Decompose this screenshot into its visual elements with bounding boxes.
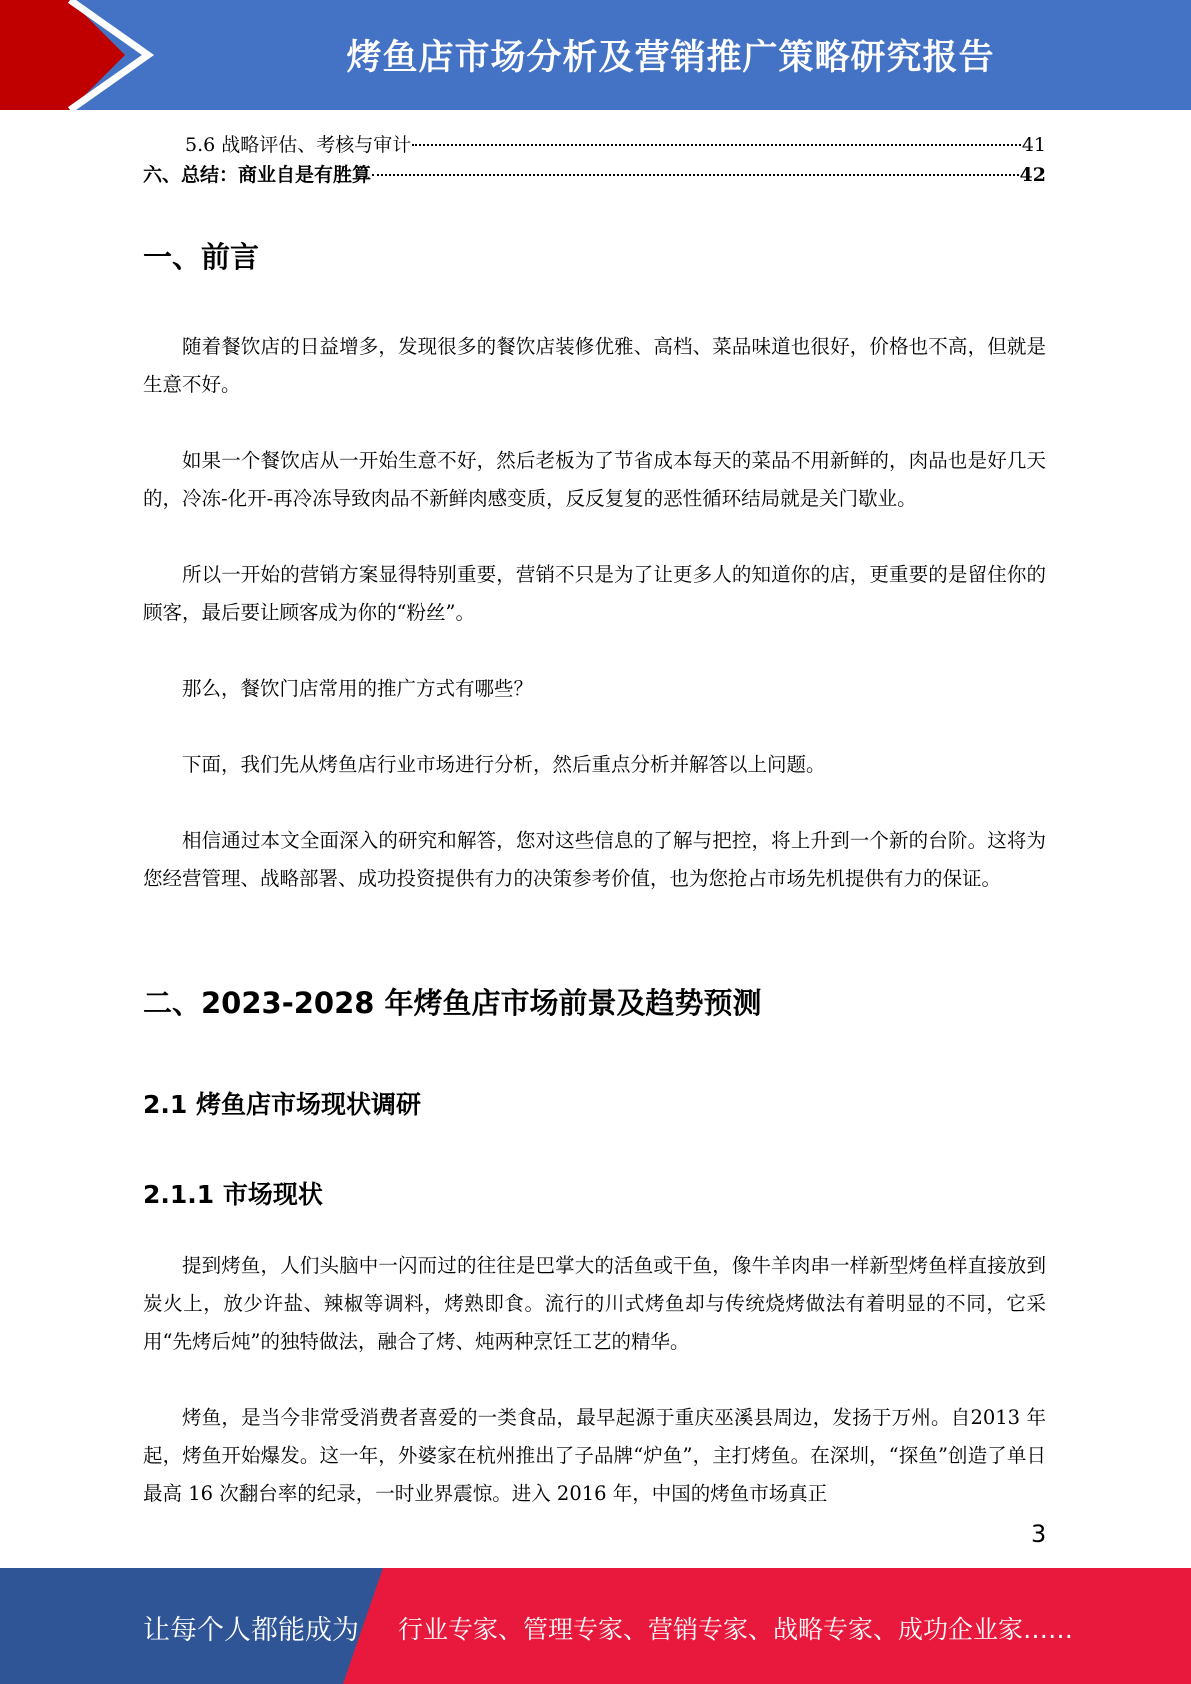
preface-paragraph: 那么，餐饮门店常用的推广方式有哪些？	[182, 677, 534, 700]
header-band	[0, 0, 1191, 110]
body-paragraph: 烤鱼，是当今非常受消费者喜爱的一类食品，最早起源于重庆巫溪县周边，发扬于万州。自2013 年起，烤鱼开始爆发。这一年，外婆家在杭州推出了子品牌“炉鱼”，主打烤鱼。在深圳，“探鱼”创造了单日最高 16 次翻台率的纪录，一时业界震惊。进入 2016 年，中国的烤鱼市场真正	[143, 1406, 1046, 1505]
toc-entry-page: 42	[1019, 164, 1046, 186]
footer-slogan-left: 让每个人都能成为	[143, 1615, 359, 1646]
footer-slogan-right: 行业专家、管理专家、营销专家、战略专家、成功企业家……	[398, 1615, 1074, 1644]
page-number: 3	[1031, 1520, 1047, 1548]
section-2-1-heading: 2.1 烤鱼店市场现状调研	[143, 1090, 421, 1119]
preface-paragraph: 随着餐饮店的日益增多，发现很多的餐饮店装修优雅、高档、菜品味道也很好，价格也不高，但就是生意不好。	[143, 335, 1046, 396]
report-title: 烤鱼店市场分析及营销推广策略研究报告	[346, 38, 995, 78]
footer-band	[0, 1568, 1191, 1684]
preface-paragraph: 所以一开始的营销方案显得特别重要，营销不只是为了让更多人的知道你的店，更重要的是留住你的顾客，最后要让顾客成为你的“粉丝”。	[143, 563, 1046, 624]
toc-leader-dots	[372, 174, 1019, 176]
preface-paragraph: 如果一个餐饮店从一开始生意不好，然后老板为了节省成本每天的菜品不用新鲜的，肉品也是好几天的，冷冻-化开-再冷冻导致肉品不新鲜肉感变质，反反复复的恶性循环结局就是关门歇业。	[143, 449, 1046, 510]
header-arrow-decoration	[0, 0, 160, 110]
toc-entry-page: 41	[1021, 134, 1046, 156]
body-paragraph: 提到烤鱼，人们头脑中一闪而过的往往是巴掌大的活鱼或干鱼，像牛羊肉串一样新型烤鱼样直接放到炭火上，放少许盐、辣椒等调料，烤熟即食。流行的川式烤鱼却与传统烧烤做法有着明显的不同，它采用“先烤后炖”的独特做法，融合了烤、炖两种烹饪工艺的精华。	[143, 1254, 1046, 1353]
toc-entry-text: 5.6 战略评估、考核与审计	[185, 134, 412, 156]
preface-heading: 一、前言	[143, 240, 260, 274]
preface-paragraph: 下面，我们先从烤鱼店行业市场进行分析，然后重点分析并解答以上问题。	[182, 753, 826, 776]
toc-entry[interactable]	[143, 130, 1046, 160]
page-content	[143, 130, 1046, 1505]
toc-entry[interactable]	[143, 160, 1046, 190]
chapter2-heading: 二、2023-2028 年烤鱼店市场前景及趋势预测	[143, 986, 762, 1020]
section-2-1-1-heading: 2.1.1 市场现状	[143, 1180, 323, 1209]
toc-entry-text: 六、总结：商业自是有胜算	[143, 164, 372, 186]
toc-leader-dots	[412, 144, 1021, 146]
preface-paragraph: 相信通过本文全面深入的研究和解答，您对这些信息的了解与把控，将上升到一个新的台阶。这将为您经营管理、战略部署、成功投资提供有力的决策参考价值，也为您抢占市场先机提供有力的保证。	[143, 829, 1046, 890]
